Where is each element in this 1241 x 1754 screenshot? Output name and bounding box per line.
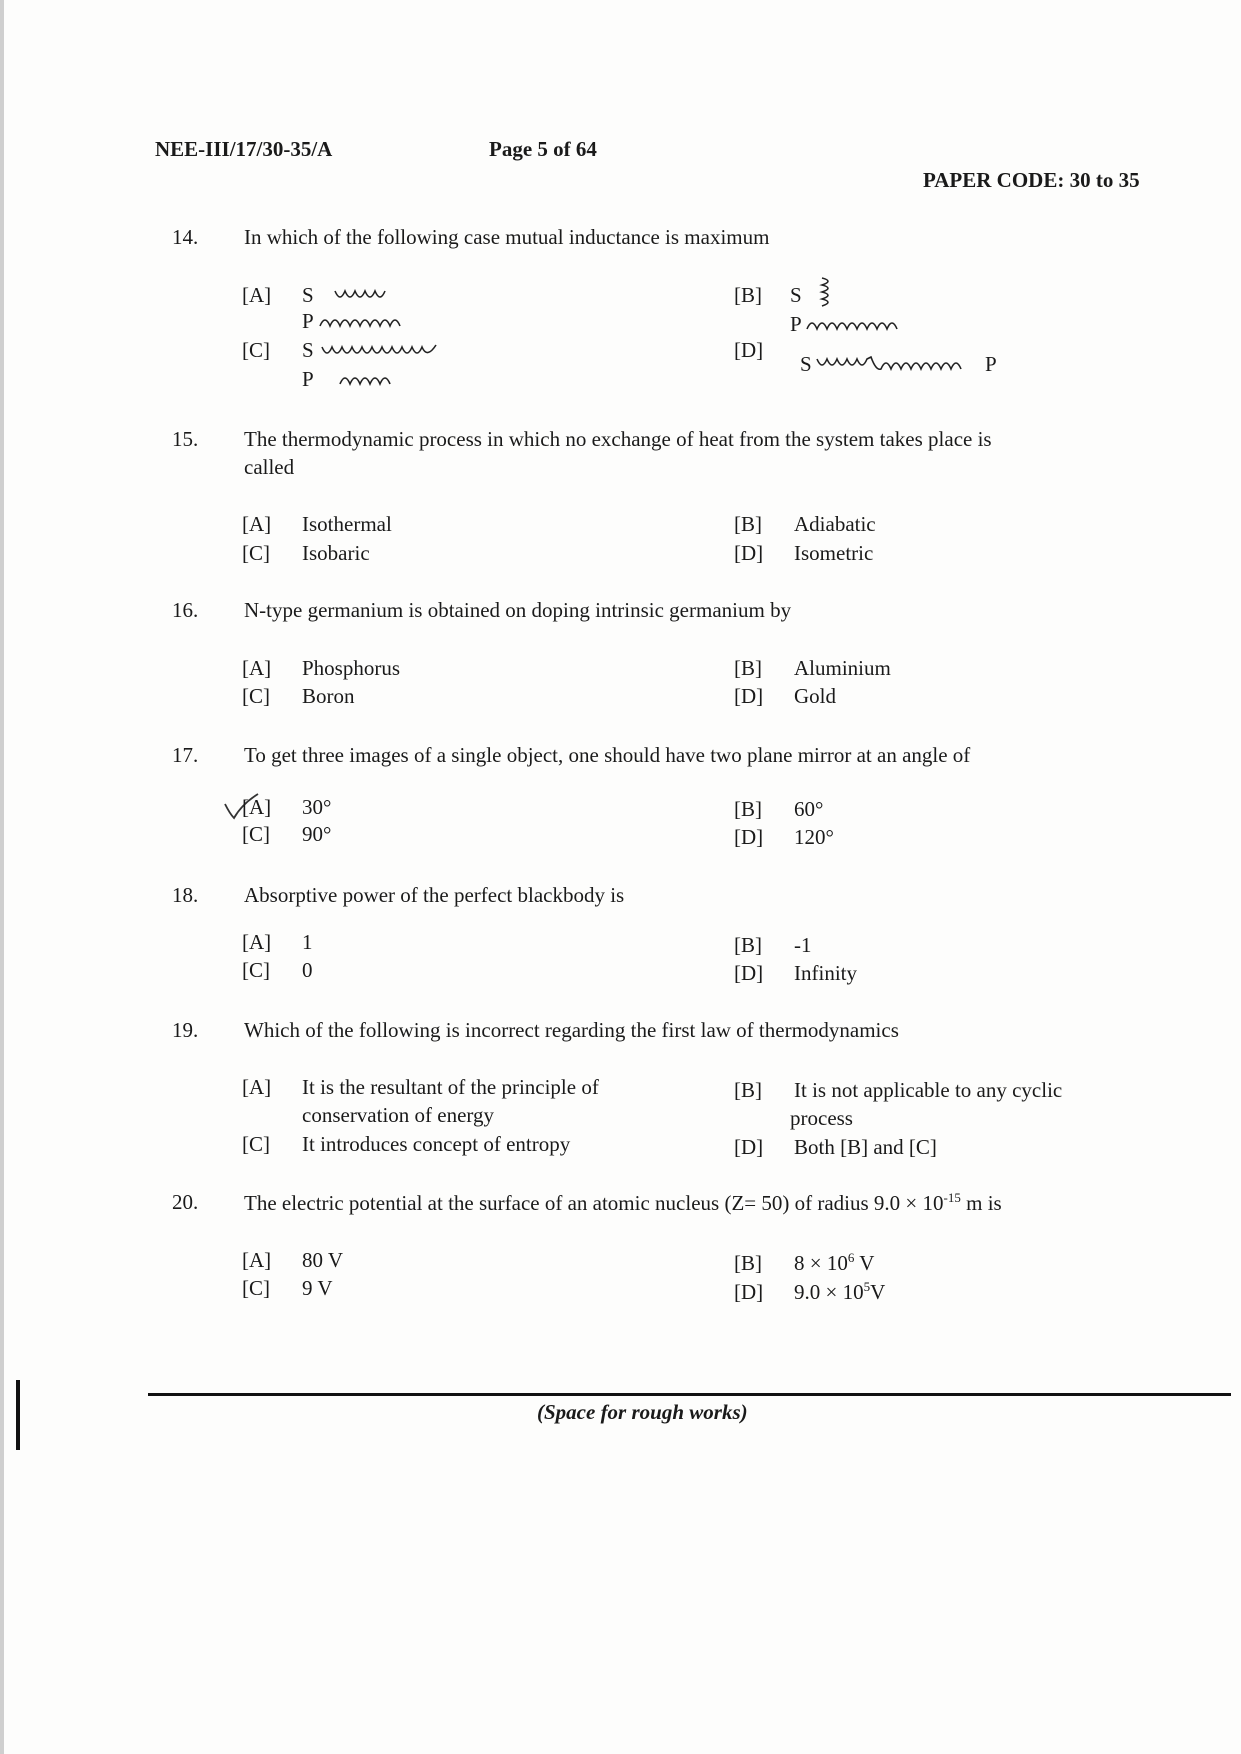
option-a: [A] 1 [242, 930, 313, 954]
coil-label: S [302, 338, 314, 362]
question-number: 19. [172, 1018, 199, 1042]
page-number: Page 5 of 64 [489, 137, 597, 161]
option-d: [D] Isometric [734, 541, 874, 565]
option-label: [A] [242, 283, 272, 307]
primary-coil-icon [318, 312, 404, 328]
question-text: In which of the following case mutual inductance is maximum [244, 225, 770, 249]
question-text: N-type germanium is obtained on doping intrinsic germanium by [244, 598, 792, 622]
option-b: [B] -1 [734, 933, 812, 957]
secondary-coil-icon [320, 343, 440, 359]
question-number: 15. [172, 427, 199, 451]
coil-label: S [302, 283, 314, 307]
question-number: 20. [172, 1190, 199, 1214]
option-c: [C] 9 V [242, 1276, 333, 1300]
coil-label: S [790, 283, 802, 307]
question-number: 14. [172, 225, 199, 249]
option-a: [A] 30° [242, 795, 332, 819]
option-b-continued: process [790, 1106, 853, 1130]
option-label: [D] [734, 338, 764, 362]
question-text: The thermodynamic process in which no exchange of heat from the system takes place is [244, 427, 992, 451]
option-label: [C] [242, 338, 270, 362]
option-c: [C] Boron [242, 684, 355, 708]
question-text: Absorptive power of the perfect blackbody is [244, 883, 625, 907]
option-d: [D] Infinity [734, 961, 857, 985]
option-d: [D] Gold [734, 684, 836, 708]
option-a: [A] 80 V [242, 1248, 344, 1272]
vertical-coil-icon [818, 276, 838, 310]
rough-work-divider [148, 1393, 1231, 1396]
option-a: [A] Isothermal [242, 512, 392, 536]
question-number: 16. [172, 598, 199, 622]
question-number: 18. [172, 883, 199, 907]
option-a: [A] Phosphorus [242, 656, 401, 680]
option-d: [D] Both [B] and [C] [734, 1135, 937, 1159]
coil-label: P [302, 309, 314, 333]
secondary-coil-icon [333, 287, 389, 303]
question-text: The electric potential at the surface of an atomic nucleus (Z= 50) of radius $9.0 \times 10^{-15}$ m is [244, 1190, 1002, 1215]
scan-edge-mark [0, 0, 4, 1754]
paper-code: PAPER CODE: 30 to 35 [923, 168, 1140, 192]
primary-coil-icon [338, 370, 398, 386]
option-label: [B] [734, 283, 762, 307]
coil-label: P [985, 352, 997, 376]
option-c: [C] 90° [242, 822, 332, 846]
option-d: [D] 120° [734, 825, 834, 849]
option-b: [B] 60° [734, 797, 824, 821]
coil-label: S [800, 352, 812, 376]
option-b: [B] Adiabatic [734, 512, 876, 536]
coil-label: P [302, 367, 314, 391]
question-text: Which of the following is incorrect regarding the first law of thermodynamics [244, 1018, 899, 1042]
question-number: 17. [172, 743, 199, 767]
coil-label: P [790, 312, 802, 336]
option-c: [C] 0 [242, 958, 313, 982]
primary-coil-icon [805, 315, 905, 331]
question-text: To get three images of a single object, one should have two plane mirror at an angle of [244, 743, 971, 767]
option-a: [A] It is the resultant of the principle of [242, 1075, 599, 1099]
coaxial-coil-icon [815, 355, 965, 371]
rough-work-label: (Space for rough works) [537, 1400, 748, 1424]
option-b: [B] Aluminium [734, 656, 891, 680]
option-b: [B] It is not applicable to any cyclic [734, 1078, 1063, 1102]
option-c: [C] Isobaric [242, 541, 370, 565]
option-a-continued: conservation of energy [302, 1103, 495, 1127]
question-text: called [244, 455, 295, 479]
option-b: [B] $8 \times 10^6$ V [734, 1250, 875, 1275]
option-c: [C] It introduces concept of entropy [242, 1132, 571, 1156]
exam-code: NEE-III/17/30-35/A [155, 137, 333, 161]
option-d: [D] $9.0 \times 10^5V$ [734, 1279, 886, 1304]
scan-bar-mark [16, 1380, 20, 1450]
